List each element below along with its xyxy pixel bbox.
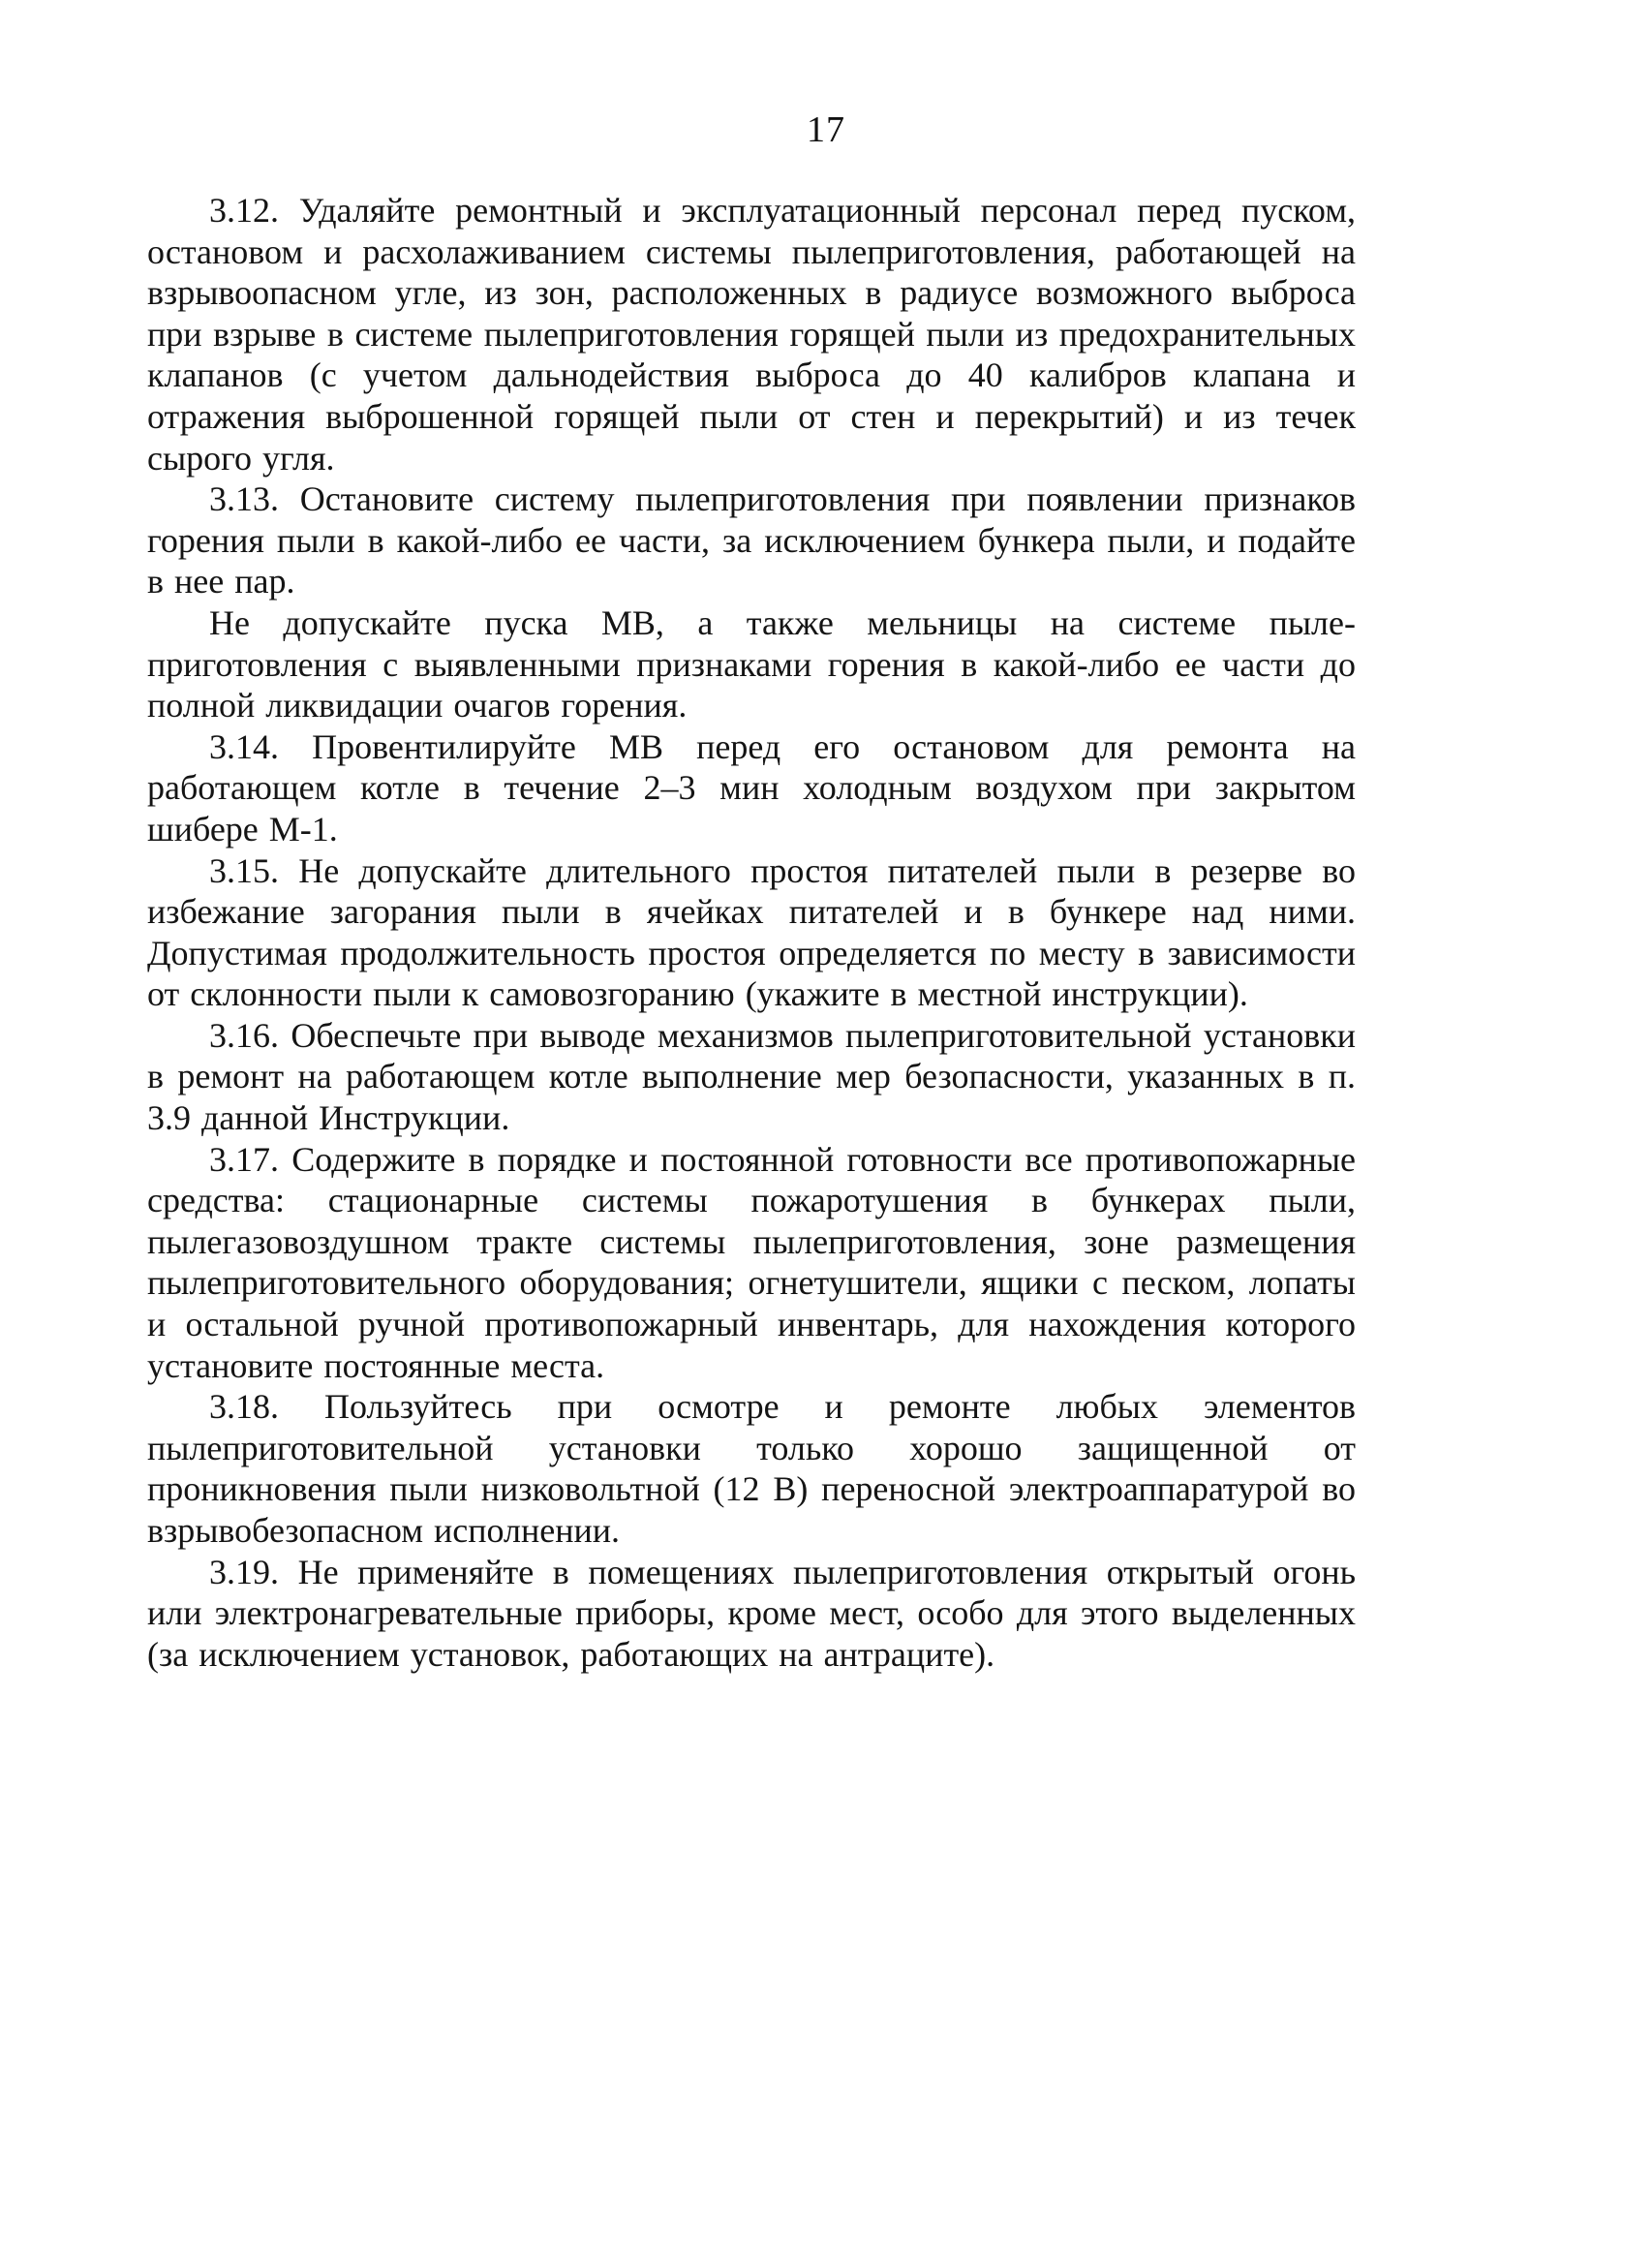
paragraph-3-19	[147, 1552, 1356, 1676]
paragraph-text: Удаляйте ремонтный и эксплуатационный персонал перед пуском, остановом и расхолаживанием системы пылеприготовления, работающей на взрывоопасном угле, из зон, расположенных в радиусе возможного выброса при взрыве в системе пылеприготовления горящей пыли из предохранительных клапанов (с учетом дальнодействия выброса до 40 калибров клапана и отражения выброшенной горящей пыли от стен и перекрытий) и из течек сырого угля.	[147, 191, 1357, 478]
paragraph-number: 3.13.	[209, 479, 279, 519]
paragraph-text: Остановите систему пылеприготовления при появлении признаков горения пыли в какой-либо ее части, за исключением бункера пыли, и подайте в нее пар.	[147, 479, 1357, 602]
paragraph-3-17	[147, 1139, 1356, 1387]
paragraph-text: Провентилируйте MB перед его остановом для ремонта на работающем котле в течение 2–3 мин холодным воздухом при закрытом шибере М-1.	[147, 726, 1357, 848]
page-number: 17	[807, 109, 845, 150]
paragraph-number: 3.17.	[209, 1139, 279, 1179]
paragraph-3-18	[147, 1386, 1356, 1551]
paragraph-number: 3.19.	[209, 1552, 279, 1591]
paragraph-number: 3.12.	[209, 191, 279, 230]
paragraph-number: 3.14.	[209, 726, 279, 766]
paragraph-text: Содержите в порядке и постоянной готовности все противопожарные средства: стационарные системы пожаротушения в бункерах пыли, пылегазовоздушном тракте системы пылеприготовления, зоне размещения пылеприготовительного оборудования; огнетушители, ящики с песком, лопаты и остальной ручной противопожарный инвентарь, для нахождения которого установите постоянные места.	[147, 1139, 1356, 1385]
paragraph-3-13-continued	[147, 602, 1356, 726]
paragraph-text: Не допускайте длительного простоя питателей пыли в резерве во избежание загорания пыли в ячейках питателей и в бункере над ними. Допустимая продолжительность простоя определяется по месту в зависимости от склонности пыли к самовозгоранию (укажите в местной инструкции).	[147, 850, 1356, 1014]
paragraph-number: 3.15.	[209, 850, 279, 890]
paragraph-3-16	[147, 1015, 1356, 1139]
paragraph-3-15	[147, 850, 1356, 1015]
paragraph-text: Не применяйте в помещениях пылеприготовления открытый огонь или электронагревательные приборы, кроме мест, особо для этого выделенных (за исключением установок, работающих на антраците).	[147, 1552, 1356, 1674]
body-text	[147, 190, 1356, 1675]
paragraph-3-13	[147, 478, 1356, 602]
paragraph-number: 3.18.	[209, 1387, 279, 1427]
paragraph-text: Пользуйтесь при осмотре и ремонте любых элементов пылеприготовительной установки только хорошо защищенной от проникновения пыли низковольтной (12 В) переносной электроаппаратурой во взрывобезопасном исполнении.	[147, 1387, 1356, 1550]
paragraph-3-14	[147, 726, 1356, 850]
paragraph-text: Обеспечьте при выводе механизмов пылеприготовительной установки в ремонт на работающем котле выполнение мер безопасности, указанных в п. 3.9 данной Инструкции.	[147, 1015, 1357, 1138]
paragraph-number: 3.16.	[209, 1015, 279, 1055]
paragraph-3-12	[147, 190, 1356, 478]
paragraph-text: Не допускайте пуска MB, а также мельницы на системе пылеприготовления с выявленными признаками горения в какой-либо ее части до полной ликвидации очагов горения.	[147, 602, 1356, 725]
